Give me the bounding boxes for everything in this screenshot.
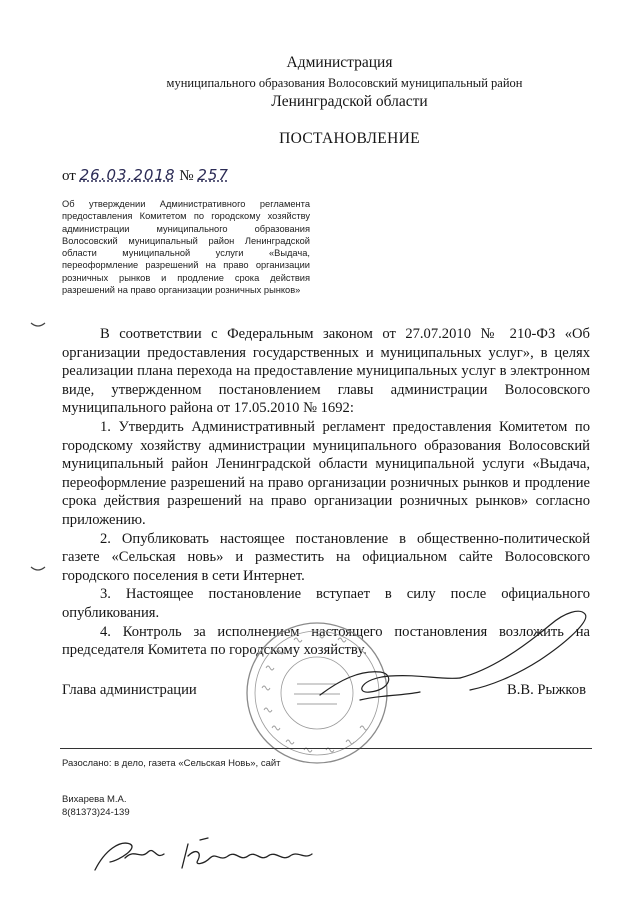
date-number-line [62, 166, 235, 185]
date-prefix: от [62, 168, 76, 184]
binding-mark [30, 322, 46, 328]
org-title: Администрация [286, 54, 393, 71]
handwritten-number: 257 [197, 166, 229, 184]
executor-name: Вихарева М.А. [62, 794, 127, 805]
clause-1: 1. Утвердить Административный регламент предоставления Комитетом по городскому хозяйству администрации муниципального образования Волосовский муниципальный район Ленинградской области муниципальной услуги «Выдача, переоформление разрешений на право организации розничных рынков и продление срока действия разрешений на право организации розничных рынков» согласно приложению. [62, 418, 590, 528]
org-region: Ленинградской области [271, 93, 428, 110]
footer-divider [60, 748, 592, 749]
clause-3: 3. Настоящее постановление вступает в силу после официального опубликования. [62, 586, 590, 621]
document-type: ПОСТАНОВЛЕНИЕ [279, 130, 420, 147]
subject-block: Об утверждении Административного регламента предоставления Комитетом по городскому хозяйству администрации муниципального образования Волосовский муниципальный район Ленинградской области муниципальной услуги «Выдача, переоформление разрешений на право организации розничных рынков и продление срока действия разрешений на право организации розничных рынков» [62, 199, 310, 296]
binding-mark [30, 566, 46, 572]
handwritten-signature [300, 600, 600, 720]
preamble-paragraph: В соответствии с Федеральным законом от 27.07.2010 № 210-ФЗ «Об организации предоставления государственных и муниципальных услуг», в целях реализации плана перехода на предоставление муниципальных услуг в электронном виде, утвержденном постановлением главы администрации Волосовского муниципального района от 17.05.2010 № 1692: [62, 326, 590, 417]
distribution-list: Разослано: в дело, газета «Сельская Новь», сайт [62, 758, 281, 769]
number-sign: № [179, 168, 194, 184]
approval-signature [90, 830, 330, 880]
signatory-title: Глава администрации [62, 682, 197, 698]
clause-4: 4. Контроль за исполнением настоящего постановления возложить на председателя Комитета по городскому хозяйству. [62, 623, 590, 659]
signatory-name: В.В. Рыжков [507, 682, 586, 698]
org-subtitle: муниципального образования Волосовский муниципальный район [166, 76, 523, 90]
handwritten-date: 26.03.2018 [79, 166, 176, 184]
clause-2: 2. Опубликовать настоящее постановление в общественно-политической газете «Сельская новь» и разместить на официальном сайте Волосовского городского поселения в сети Интернет. [62, 530, 590, 584]
executor-phone: 8(81373)24-139 [62, 807, 130, 818]
